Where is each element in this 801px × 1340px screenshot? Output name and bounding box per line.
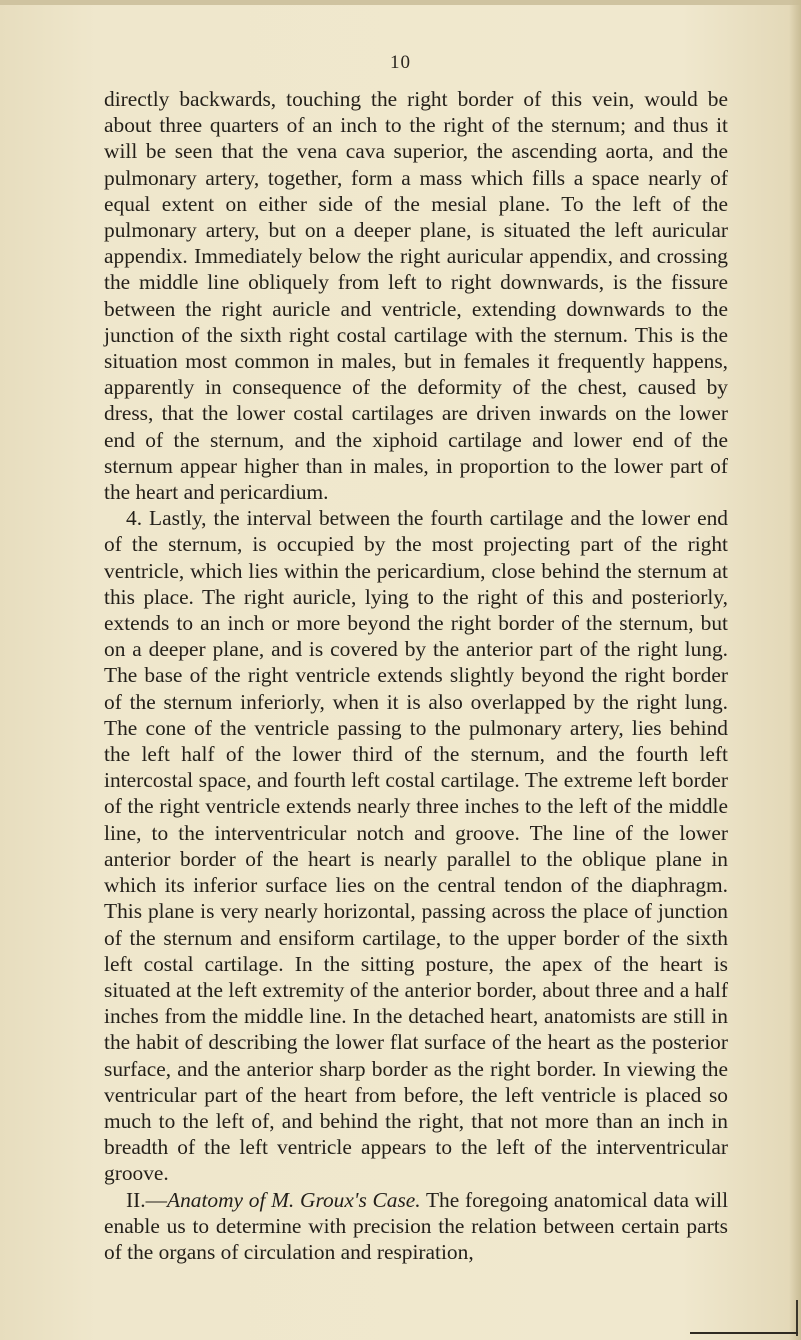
- section-numeral: II.—: [126, 1187, 167, 1212]
- page-number: 10: [390, 52, 411, 73]
- paragraph-point-4: 4. Lastly, the interval between the fourth cartilage and the lower end of the sternum, is occupied by the most projecting part of the right ventricle, which lies within the pericardium, close behind the sternum at this place. The right auricle, lying to the right of this and posteriorly, extends to an inch or more beyond the right border of the sternum, but on a deeper plane, and is covered by the anterior part of the right lung. The base of the right ventricle extends slightly beyond the right border of the sternum inferiorly, when it is also overlapped by the right lung. The cone of the ventricle passing to the pulmonary artery, lies behind the left half of the lower third of the sternum, and the fourth left intercostal space, and fourth left costal cartilage. The extreme left border of the right ventricle extends nearly three inches to the left of the middle line, to the interventricular notch and groove. The line of the lower anterior border of the heart is nearly parallel to the oblique plane in which its inferior surface lies on the central tendon of the diaphragm. This plane is very nearly horizontal, passing across the place of junction of the sternum and ensiform cartilage, to the upper border of the sixth left costal cartilage. In the sitting posture, the apex of the heart is situated at the left extremity of the anterior border, about three and a half inches from the middle line. In the detached heart, anatomists are still in the habit of describing the lower flat surface of the heart as the posterior surface, and the anterior sharp border as the right border. In viewing the ventricular part of the heart from before, the left ventricle is placed so much to the left of, and behind the right, that not more than an inch in breadth of the left ventricle appears to the left of the interventricular groove.: [104, 506, 728, 1186]
- page-top-edge: [0, 0, 801, 5]
- paragraph-continued: directly backwards, touching the right border of this vein, would be about three quarters of an inch to the right of the sternum; and thus it will be seen that the vena cava superior, the ascending aorta, and the pulmonary artery, together, form a mass which fills a space nearly of equal extent on either side of the mesial plane. To the left of the pulmonary artery, but on a deeper plane, is situated the left auricular appendix. Immediately below the right auricular appendix, and crossing the middle line obliquely from left to right downwards, is the fissure between the right auricle and ventricle, extending downwards to the junction of the sixth right costal cartilage with the sternum. This is the situation most common in males, but in females it frequently happens, apparently in consequence of the deformity of the chest, caused by dress, that the lower costal cartilages are driven inwards on the lower end of the sternum, and the xiphoid cartilage and lower end of the sternum appear higher than in males, in proportion to the lower part of the heart and pericardium.: [104, 87, 728, 505]
- body-text: [104, 86, 728, 1265]
- section-title: Anatomy of M. Groux's Case.: [167, 1187, 421, 1212]
- paragraph-section-ii: [104, 1187, 728, 1266]
- binding-mark: [796, 1300, 798, 1336]
- page-right-edge-shadow: [789, 0, 801, 1340]
- bottom-rule: [690, 1332, 798, 1334]
- section-body: The foregoing anatomical data will enable us to determine with precision the relation between certain parts of the organs of circulation and respiration,: [104, 1187, 729, 1264]
